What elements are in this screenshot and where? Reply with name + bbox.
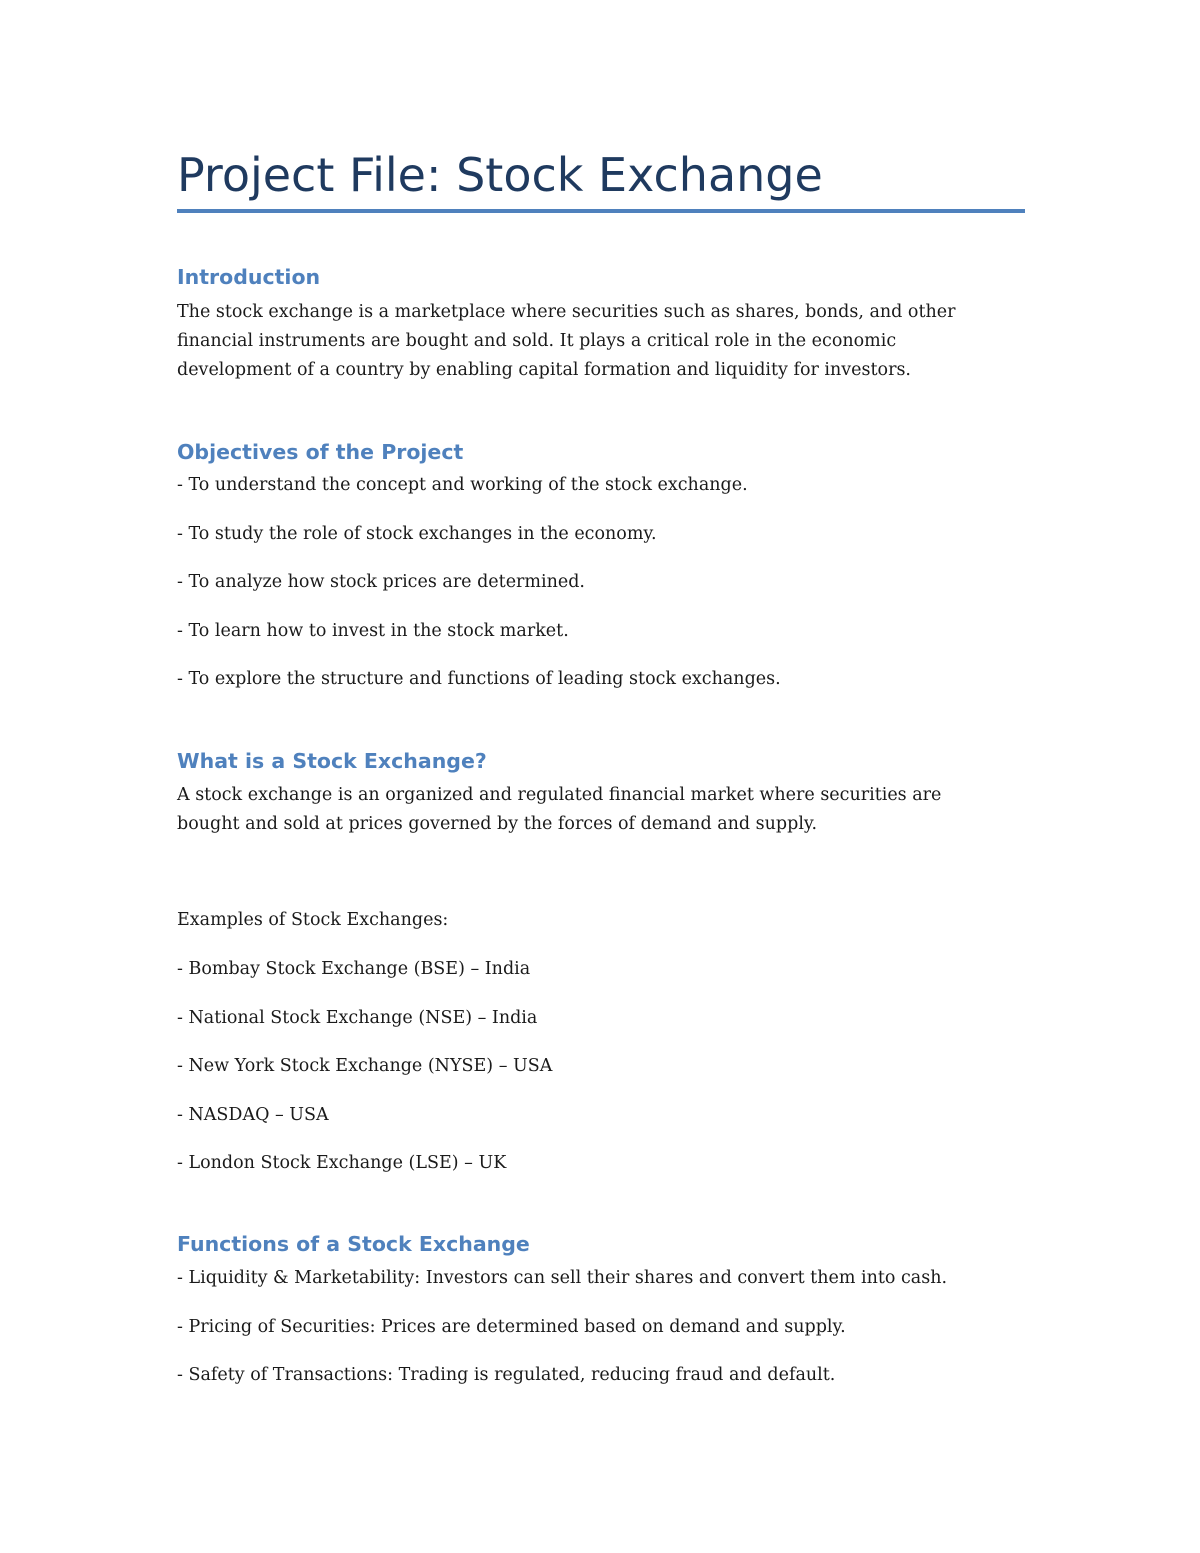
what-is-line: bought and sold at prices governed by the forces of demand and supply. [177, 814, 818, 834]
document-title: Project File: Stock Exchange [177, 148, 823, 202]
function-item: - Liquidity & Marketability: Investors can sell their shares and convert them into cash. [177, 1268, 948, 1288]
examples-label: Examples of Stock Exchanges: [177, 910, 449, 930]
what-is-paragraph [177, 781, 997, 839]
example-item: - National Stock Exchange (NSE) – India [177, 1008, 538, 1028]
example-item: - London Stock Exchange (LSE) – UK [177, 1153, 507, 1173]
example-item: - New York Stock Exchange (NYSE) – USA [177, 1056, 553, 1076]
objective-item: - To analyze how stock prices are determined. [177, 572, 585, 592]
introduction-heading: Introduction [177, 265, 321, 289]
title-underline-rule [177, 209, 1025, 213]
objectives-heading: Objectives of the Project [177, 440, 464, 464]
what-is-line: A stock exchange is an organized and regulated financial market where securities are [177, 785, 942, 805]
objective-item: - To study the role of stock exchanges in the economy. [177, 524, 657, 544]
introduction-line: The stock exchange is a marketplace where securities such as shares, bonds, and other [177, 302, 956, 322]
objective-item: - To learn how to invest in the stock market. [177, 621, 569, 641]
example-item: - NASDAQ – USA [177, 1105, 329, 1125]
objective-item: - To understand the concept and working of the stock exchange. [177, 475, 748, 495]
objective-item: - To explore the structure and functions of leading stock exchanges. [177, 669, 781, 689]
introduction-paragraph [177, 298, 997, 385]
introduction-line: development of a country by enabling capital formation and liquidity for investors. [177, 360, 911, 380]
example-item: - Bombay Stock Exchange (BSE) – India [177, 959, 531, 979]
what-is-heading: What is a Stock Exchange? [177, 749, 487, 773]
function-item: - Pricing of Securities: Prices are determined based on demand and supply. [177, 1317, 846, 1337]
function-item: - Safety of Transactions: Trading is regulated, reducing fraud and default. [177, 1365, 836, 1385]
introduction-line: financial instruments are bought and sold. It plays a critical role in the economic [177, 331, 897, 351]
functions-heading: Functions of a Stock Exchange [177, 1232, 530, 1256]
